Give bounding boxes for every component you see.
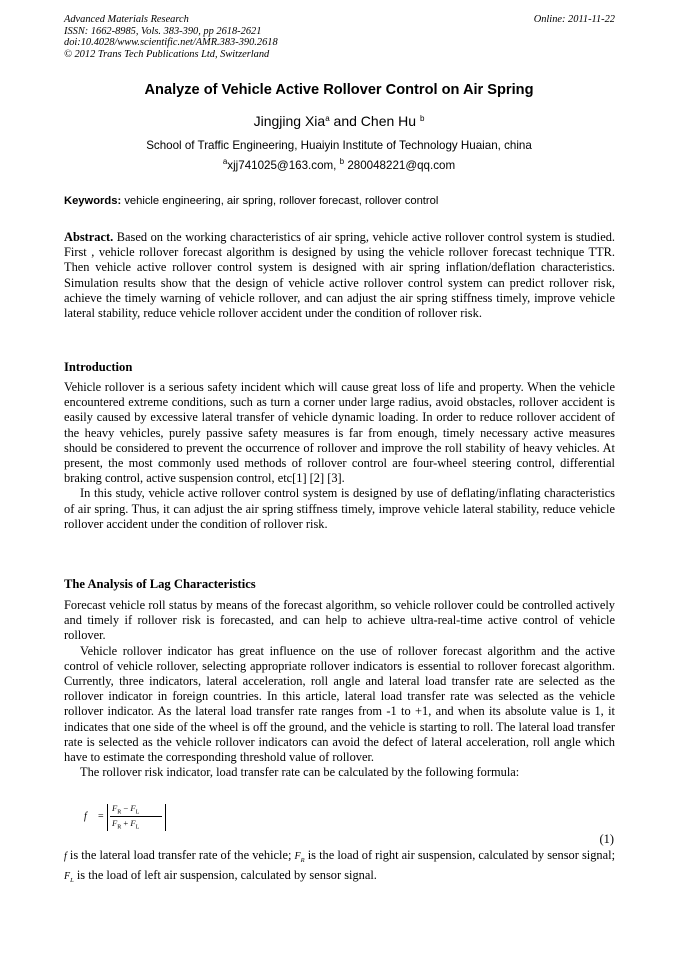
lag-section bbox=[64, 598, 615, 780]
lag-heading: The Analysis of Lag Characteristics bbox=[64, 577, 256, 591]
def-fr-text: is the load of right air suspension, calculated by sensor signal; bbox=[304, 848, 616, 862]
formula-definitions bbox=[64, 848, 615, 888]
keywords bbox=[64, 195, 615, 207]
abstract-text: Based on the working characteristics of air spring, vehicle active rollover control system is studied. First , vehicle rollover forecast algorithm is designed by using the vehicle rollover forecast technique TTR. Then vehicle active rollover control system is designed with air spring inflation/deflation characteristics. Simulation results show that the design of vehicle active rollover control system can predict rollover risk, achieve the timely warning of vehicle rollover, and can adjust the air spring stiffness timely, improve vehicle lateral stability, reduce vehicle rollover accident under the condition of rollover risk. bbox=[64, 230, 615, 321]
email-a: xjj741025@163.com, bbox=[227, 159, 337, 172]
email-a-mark: a bbox=[222, 157, 228, 166]
author-1-mark: a bbox=[325, 114, 330, 123]
keywords-label: Keywords: bbox=[64, 195, 122, 207]
author-1: Jingjing Xia bbox=[253, 113, 326, 129]
equation-number: (1) bbox=[599, 832, 614, 846]
affiliation: School of Traffic Engineering, Huaiyin Institute of Technology Huaian, china bbox=[146, 139, 532, 152]
formula-denominator: $F_R + F_L$ bbox=[112, 818, 140, 831]
formula-equals: = bbox=[98, 811, 104, 822]
lag-paragraph-3: The rollover risk indicator, load transfer rate can be calculated by the following formula: bbox=[80, 765, 520, 780]
introduction-paragraph-2: In this study, vehicle active rollover control system is designed by use of deflating/inflating characteristics of air spring. Thus, it can adjust the air spring stiffness timely, improve vehicle lateral stability, reduce vehicle rollover accident under the condition of rollover risk. bbox=[64, 486, 615, 531]
keywords-text: vehicle engineering, air spring, rollover forecast, rollover control bbox=[124, 195, 439, 207]
abstract bbox=[64, 230, 615, 321]
introduction-heading: Introduction bbox=[64, 360, 133, 374]
abstract-label: Abstract. bbox=[64, 230, 114, 244]
email-line bbox=[0, 159, 678, 172]
paper-title: Analyze of Vehicle Active Rollover Control on Air Spring bbox=[144, 82, 534, 98]
def-f-text: is the lateral load transfer rate of the vehicle; bbox=[66, 848, 295, 862]
author-conjunction: and bbox=[329, 113, 361, 129]
formula-1 bbox=[84, 803, 174, 833]
lag-paragraph-1: Forecast vehicle roll status by means of the forecast algorithm, so vehicle rollover could be controlled actively and timely if rollover risk is forecasted, and can help to achieve ultra-real-time active control of vehicle rollover. bbox=[64, 598, 615, 643]
fraction-line bbox=[110, 816, 162, 817]
author-line bbox=[0, 113, 678, 129]
doi-line: doi:10.4028/www.scientific.net/AMR.383-390.2618 bbox=[64, 37, 278, 49]
email-b-mark: b bbox=[339, 157, 345, 166]
def-f-symbol: f bbox=[64, 851, 67, 862]
journal-header bbox=[64, 14, 615, 60]
def-fl-symbol: $F_L$ bbox=[64, 871, 74, 885]
introduction-section bbox=[64, 380, 615, 532]
issn-line: ISSN: 1662-8985, Vols. 383-390, pp 2618-2621 bbox=[64, 25, 262, 37]
def-fl-text: is the load of left air suspension, calculated by sensor signal. bbox=[73, 868, 377, 883]
author-2: Chen Hu bbox=[360, 113, 417, 129]
introduction-paragraph-1: Vehicle rollover is a serious safety incident which will cause great loss of life and property. When the vehicle encountered extreme conditions, such as turn a corner under large radius, avoid obstacles, rollover accident is easily caused by excessive lateral transfer of vehicle dynamic loading. In order to reduce rollover accident of the heavy vehicles, purely passive safety measures is far from enough, timely necessary active measures should be considered to prevent the occurrence of rollover and improve the roll stability of heavy vehicles. At present, the most commonly used methods of rollover control are four-wheel steering control, differential braking control, active suspension control, etc[1] [2] [3]. bbox=[64, 380, 615, 486]
def-fr-symbol: $F_R$ bbox=[294, 851, 305, 864]
author-2-mark: b bbox=[419, 114, 425, 123]
abs-bar-left bbox=[107, 804, 108, 831]
formula-numerator: $F_R - F_L$ bbox=[112, 803, 140, 816]
online-date: Online: 2011-11-22 bbox=[533, 14, 615, 25]
formula-lhs: f bbox=[84, 811, 87, 822]
journal-name: Advanced Materials Research bbox=[64, 14, 189, 25]
abs-bar-right bbox=[165, 804, 166, 831]
lag-paragraph-2: Vehicle rollover indicator has great influence on the use of rollover forecast algorithm and the active control of vehicle rollover, selecting appropriate rollover indicators is essential to rollover forecast algorithm. Currently, three indicators, lateral acceleration, roll angle and lateral load transfer rate are selected as the rollover indicator in foreign countries. In this article, lateral load transfer rate was selected as the vehicle rollover indicator. As the lateral load transfer rate ranges from -1 to +1, and when its absolute value is 1, it indicates that one side of the wheel is off the ground, and the vehicle is starting to roll. The lateral load transfer rate is selected as the vehicle rollover indicators can avoid the defect of lateral acceleration, roll angle which have to estimate the corresponding threshold value of rollover. bbox=[64, 643, 615, 765]
copyright-line: © 2012 Trans Tech Publications Ltd, Switzerland bbox=[64, 48, 270, 60]
email-b: 280048221@qq.com bbox=[347, 159, 456, 172]
